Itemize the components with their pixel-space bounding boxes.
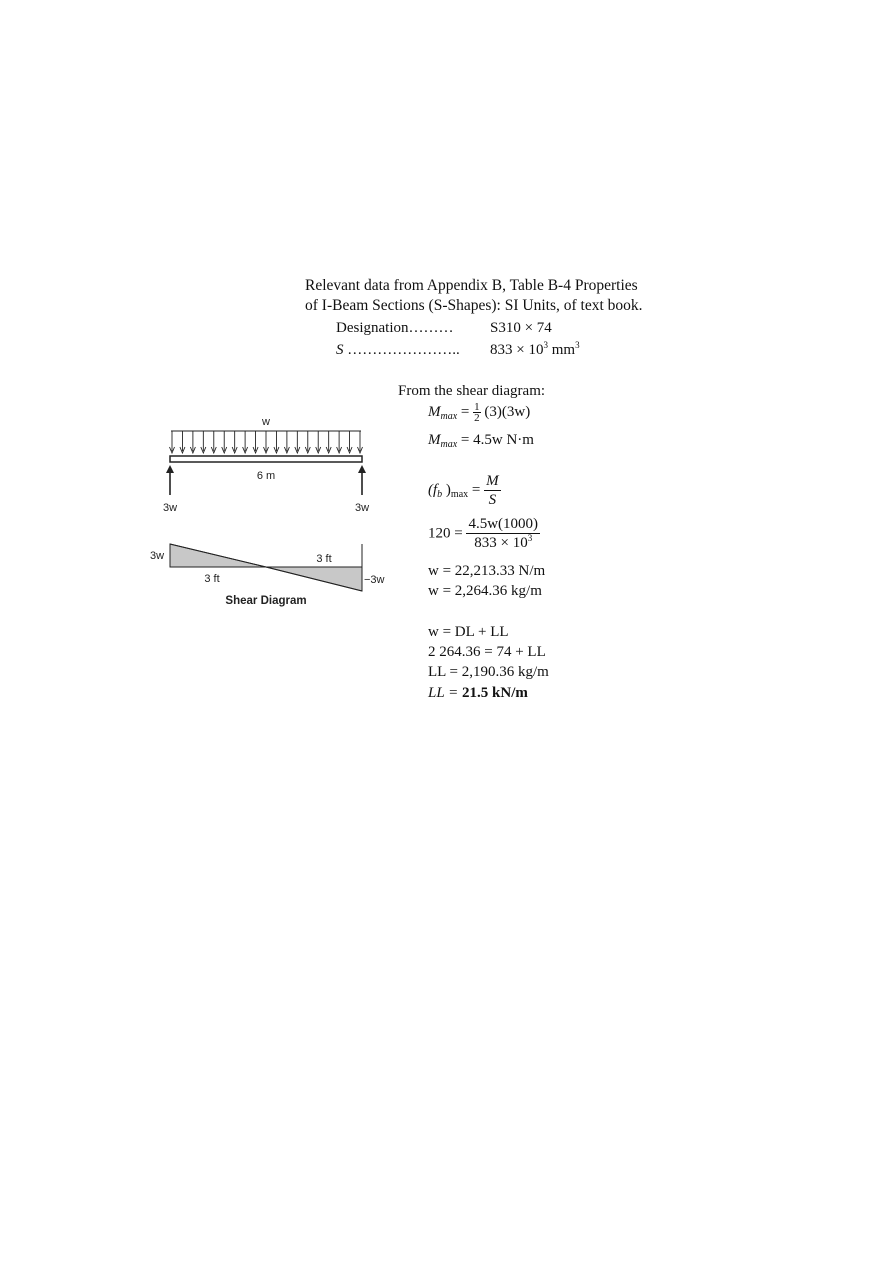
left-reaction-head xyxy=(166,465,174,473)
m-symbol: M xyxy=(428,404,441,420)
intro-line-2: of I-Beam Sections (S-Shapes): SI Units, of text book. xyxy=(305,297,643,314)
half-den: 2 xyxy=(474,412,480,425)
mmax-expr-rest: (3)(3w) xyxy=(484,404,531,420)
left-reaction-label: 3w xyxy=(162,502,178,514)
eq-den-base: 833 × 10 xyxy=(474,535,528,551)
ll-final xyxy=(428,683,528,703)
fb-close: ) xyxy=(442,481,451,498)
left-segment-label: 3 ft xyxy=(204,573,220,585)
m-sub: max xyxy=(440,411,458,422)
m-sub-2: max xyxy=(440,439,458,450)
eq-den-exp: 3 xyxy=(527,533,533,543)
s-symbol: S xyxy=(336,342,344,358)
ll-final-value: 21.5 kN/m xyxy=(462,685,528,701)
fb-den: S xyxy=(488,492,497,508)
m-symbol-2: M xyxy=(428,432,441,448)
w-result-2: w = 2,264.36 kg/m xyxy=(428,583,542,599)
eq-lhs: 120 = xyxy=(428,525,467,542)
s-value-unit: mm xyxy=(547,342,576,358)
fb-num: M xyxy=(486,473,499,489)
eq-num: 4.5w(1000) xyxy=(468,516,539,532)
shear-left-value: 3w xyxy=(150,550,165,562)
bending-stress-formula: ($f_b$ )$_{max}$ = $\frac{M}{S}$ xyxy=(428,473,499,508)
load-substitution: 2 264.36 = 74 + LL xyxy=(428,644,546,660)
distributed-load-arrows xyxy=(170,431,363,453)
designation-value: S310 × 74 xyxy=(490,320,552,336)
s-value-unit-exp: 3 xyxy=(575,340,580,350)
s-value-base: 833 × 10 xyxy=(490,342,544,358)
w-result-1: w = 22,213.33 N/m xyxy=(428,563,546,579)
fb-sub: b xyxy=(437,488,443,500)
m-over-s-fraction xyxy=(484,472,501,509)
section-modulus-value xyxy=(490,340,580,361)
mmax-equation-1: $M_{max}$ = $\frac{1}{2}$ (3)(3w) xyxy=(428,401,531,425)
right-reaction-label: 3w xyxy=(354,502,370,514)
beam xyxy=(170,456,362,462)
s-dots: ………………….. xyxy=(343,342,460,358)
designation-label: Designation……… xyxy=(336,320,454,336)
stress-fraction xyxy=(466,515,540,553)
intro-line-1: Relevant data from Appendix B, Table B-4 Properties xyxy=(305,277,638,294)
stress-substitution xyxy=(428,515,540,553)
half-fraction xyxy=(473,402,481,423)
right-segment-label: 3 ft xyxy=(316,553,332,565)
shear-right-value: −3w xyxy=(364,574,385,586)
ll-final-lhs: LL = xyxy=(428,685,463,701)
half-num: 1 xyxy=(474,401,480,414)
solution-heading: From the shear diagram: xyxy=(398,383,546,399)
mmax-result: = 4.5w N·m xyxy=(457,432,534,448)
fb-max: max xyxy=(450,488,469,500)
s-value-exp: 3 xyxy=(543,340,548,350)
section-modulus-label xyxy=(336,340,460,360)
shear-diagram-caption: Shear Diagram xyxy=(225,595,307,607)
load-sum: w = DL + LL xyxy=(428,624,509,640)
right-reaction-head xyxy=(358,465,366,473)
beam-shear-diagram xyxy=(140,405,400,620)
span-label: 6 m xyxy=(256,470,276,482)
eq-den xyxy=(466,534,540,553)
fb-symbol: (f xyxy=(428,481,438,498)
load-label: w xyxy=(262,416,270,428)
mmax-equation-2 xyxy=(428,430,534,452)
ll-result-1: LL = 2,190.36 kg/m xyxy=(428,664,549,680)
